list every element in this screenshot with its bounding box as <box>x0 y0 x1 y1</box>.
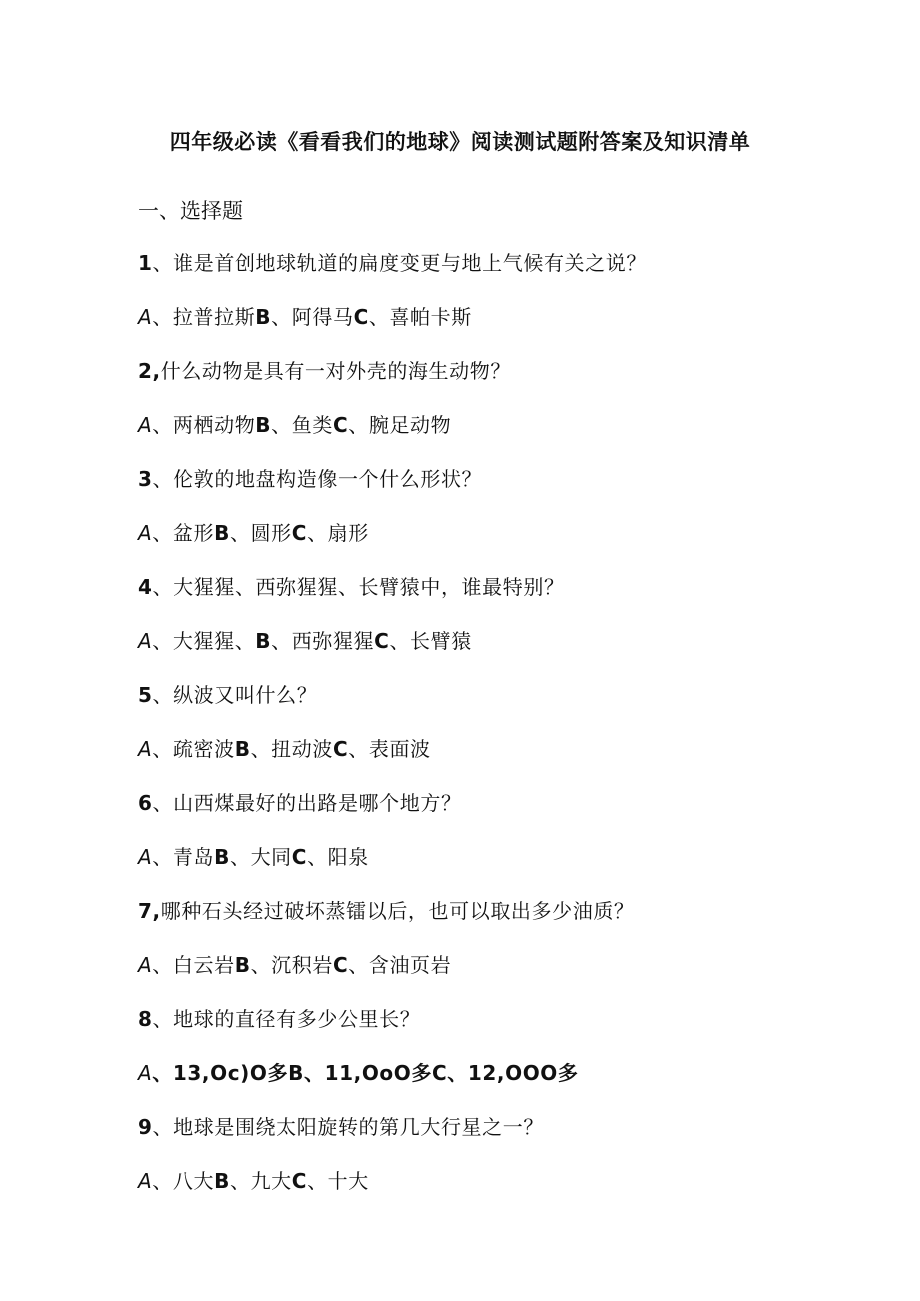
option-b-text: 、扭动波 <box>250 737 333 761</box>
option-c-letter: C <box>291 521 308 545</box>
option-c-text: 、十大 <box>307 1169 369 1193</box>
question-separator: 、 <box>152 251 174 275</box>
option-a-letter: A <box>138 1061 153 1085</box>
option-c-letter: C <box>332 953 349 977</box>
options-7 <box>138 949 451 978</box>
option-c-text: 、腕足动物 <box>348 413 452 437</box>
question-number: 7, <box>138 899 161 923</box>
question-7 <box>138 895 635 924</box>
question-6 <box>138 787 462 816</box>
question-text: 伦敦的地盘构造像一个什么形状？ <box>173 467 483 491</box>
option-a-letter: A <box>138 845 153 869</box>
options-6 <box>138 841 369 870</box>
option-b-letter: B <box>214 845 230 869</box>
question-text: 谁是首创地球轨道的扁度变更与地上气候有关之说？ <box>173 251 647 275</box>
question-number: 6 <box>138 791 153 815</box>
option-a-letter: A <box>138 521 153 545</box>
option-c-letter: C <box>291 845 308 869</box>
option-b-letter: B <box>214 1169 230 1193</box>
question-number: 1 <box>138 251 153 275</box>
page-title: 四年级必读《看看我们的地球》阅读测试题附答案及知识清单 <box>169 130 751 154</box>
option-a-text: 、盆形 <box>152 521 215 545</box>
option-b-letter: B <box>234 953 251 977</box>
question-separator: 、 <box>152 467 174 491</box>
option-a-text: 、13,Oc)O多 <box>152 1061 289 1085</box>
option-a-letter: A <box>138 1169 153 1193</box>
option-c-letter: C <box>332 413 349 437</box>
option-c-letter: C <box>374 629 390 653</box>
options-5 <box>138 733 431 762</box>
question-8 <box>138 1003 420 1032</box>
question-number: 3 <box>138 467 153 491</box>
question-separator: 、 <box>152 575 174 599</box>
question-text: 哪种石头经过破坏蒸镭以后，也可以取出多少油质？ <box>160 899 635 923</box>
option-b-text: 、鱼类 <box>271 413 333 437</box>
option-c-letter: C <box>431 1061 448 1085</box>
question-text: 地球的直径有多少公里长？ <box>173 1007 421 1031</box>
option-a-letter: A <box>138 953 153 977</box>
question-separator: 、 <box>152 791 174 815</box>
question-number: 4 <box>138 575 153 599</box>
question-text: 大猩猩、西弥猩猩、长臂猿中，谁最特别？ <box>173 575 565 599</box>
question-text: 山西煤最好的出路是哪个地方？ <box>173 791 462 815</box>
option-c-text: 、含油页岩 <box>348 953 452 977</box>
option-c-text: 、扇形 <box>307 521 369 545</box>
question-separator: 、 <box>152 1007 174 1031</box>
option-c-text: 、12,OOO多 <box>447 1061 579 1085</box>
option-a-text: 、白云岩 <box>152 953 235 977</box>
question-text: 地球是围绕太阳旋转的第几大行星之一？ <box>173 1115 544 1139</box>
options-9 <box>138 1165 369 1194</box>
options-3 <box>138 517 369 546</box>
option-a-text: 、疏密波 <box>152 737 235 761</box>
question-number: 5 <box>138 683 153 707</box>
option-b-text: 、圆形 <box>229 521 292 545</box>
options-8 <box>138 1057 579 1086</box>
option-a-letter: A <box>138 305 153 329</box>
option-c-letter: C <box>291 1169 308 1193</box>
option-a-letter: A <box>138 629 153 653</box>
option-c-letter: C <box>332 737 349 761</box>
question-1 <box>138 247 647 276</box>
option-b-text: 、大同 <box>229 845 292 869</box>
option-c-text: 、喜帕卡斯 <box>368 305 472 329</box>
question-text: 纵波又叫什么？ <box>173 683 318 707</box>
question-2 <box>138 355 511 384</box>
question-separator: 、 <box>152 683 174 707</box>
option-b-text: 、11,OoO多 <box>304 1061 432 1085</box>
option-c-letter: C <box>353 305 369 329</box>
question-number: 2, <box>138 359 161 383</box>
option-a-text: 、拉普拉斯 <box>152 305 256 329</box>
option-b-letter: B <box>288 1061 304 1085</box>
option-a-text: 、青岛 <box>152 845 215 869</box>
question-4 <box>138 571 565 600</box>
question-text: 什么动物是具有一对外壳的海生动物？ <box>160 359 511 383</box>
question-number: 8 <box>138 1007 153 1031</box>
section-heading: 一、选择题 <box>138 199 243 223</box>
option-b-letter: B <box>255 413 272 437</box>
option-a-text: 、八大 <box>152 1169 215 1193</box>
options-4 <box>138 625 472 654</box>
option-a-letter: A <box>138 413 153 437</box>
question-separator: 、 <box>152 1115 174 1139</box>
option-a-letter: A <box>138 737 153 761</box>
option-a-text: 、两栖动物 <box>152 413 256 437</box>
option-c-text: 、表面波 <box>348 737 431 761</box>
option-c-text: 、长臂猿 <box>389 629 472 653</box>
question-9 <box>138 1111 544 1140</box>
question-number: 9 <box>138 1115 153 1139</box>
question-3 <box>138 463 482 492</box>
option-b-text: 、九大 <box>229 1169 292 1193</box>
option-b-letter: B <box>214 521 230 545</box>
option-b-text: 、西弥猩猩 <box>271 629 375 653</box>
options-2 <box>138 409 451 438</box>
option-a-text: 、大猩猩、 <box>152 629 256 653</box>
option-b-letter: B <box>255 305 272 329</box>
question-5 <box>138 679 317 708</box>
option-b-text: 、沉积岩 <box>250 953 333 977</box>
option-b-letter: B <box>234 737 251 761</box>
option-b-text: 、阿得马 <box>271 305 354 329</box>
options-1 <box>138 301 472 330</box>
option-b-letter: B <box>255 629 272 653</box>
option-c-text: 、阳泉 <box>307 845 369 869</box>
